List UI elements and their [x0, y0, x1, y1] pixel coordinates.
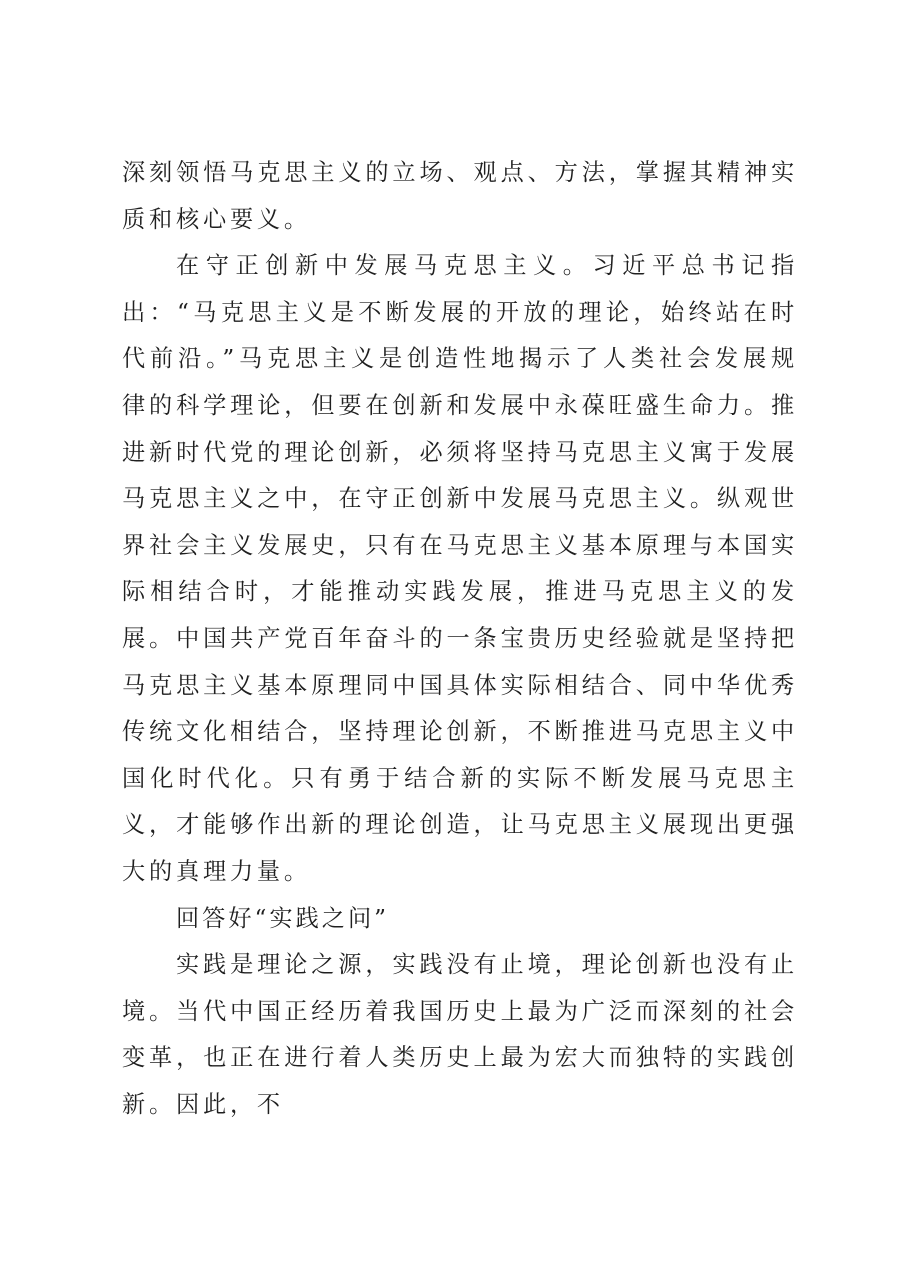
section-heading: 回答好“实践之问” [176, 904, 390, 932]
paragraph-intro: 深刻领悟马克思主义的立场、观点、方法，掌握其精神实质和核心要义。 [122, 159, 798, 233]
paragraph-practice: 实践是理论之源，实践没有止境，理论创新也没有止境。当代中国正经历着我国历史上最为广泛而深刻的社会变革，也正在进行着人类历史上最为宏大而独特的实践创新。因此，不 [122, 951, 798, 1118]
paragraph-innovation: 在守正创新中发展马克思主义。习近平总书记指出：“马克思主义是不断发展的开放的理论，始终站在时代前沿。”马克思主义是创造性地揭示了人类社会发展规律的科学理论，但要在创新和发展中永葆旺盛生命力。推进新时代党的理论创新，必须将坚持马克思主义寓于发展马克思主义之中，在守正创新中发展马克思主义。纵观世界社会主义发展史，只有在马克思主义基本原理与本国实际相结合时，才能推动实践发展，推进马克思主义的发展。中国共产党百年奋斗的一条宝贵历史经验就是坚持把马克思主义基本原理同中国具体实际相结合、同中华优秀传统文化相结合，坚持理论创新，不断推进马克思主义中国化时代化。只有勇于结合新的实际不断发展马克思主义，才能够作出新的理论创造，让马克思主义展现出更强大的真理力量。 [122, 252, 798, 885]
document-page [122, 150, 798, 1128]
